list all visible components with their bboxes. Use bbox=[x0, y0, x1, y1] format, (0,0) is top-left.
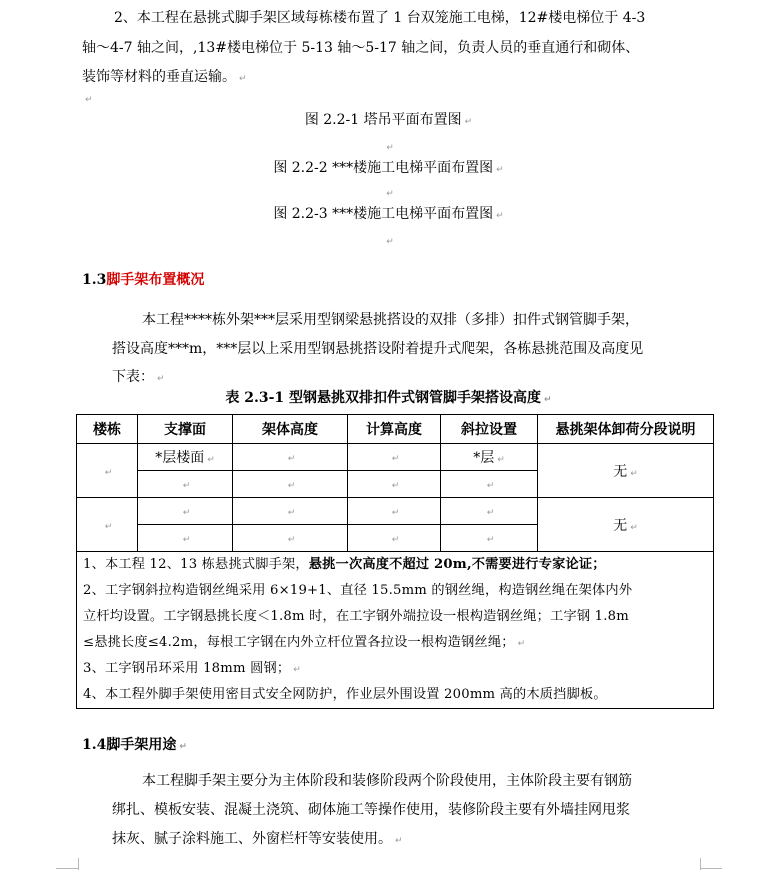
section-1-3-line-1: 本工程****栋外架***层采用型钢梁悬挑搭设的双排（多排）扣件式钢管脚手架， bbox=[142, 312, 639, 328]
cell-mark-icon: ↵ bbox=[391, 508, 400, 518]
paragraph-mark-icon: ↵ bbox=[85, 95, 93, 105]
scaffold-height-table bbox=[76, 414, 714, 709]
figure-caption-3: 图 2.2-3 ***楼施工电梯平面布置图 ↵ bbox=[273, 206, 504, 222]
figure-caption-1: 图 2.2-1 塔吊平面布置图 ↵ bbox=[304, 112, 473, 128]
paragraph-mark-icon: ↵ bbox=[386, 189, 394, 199]
tie-cell bbox=[441, 498, 538, 525]
empty-paragraph bbox=[82, 88, 93, 110]
section-title: 脚手架布置概况 bbox=[106, 272, 205, 288]
intro-text: 装饰等材料的垂直运输。 bbox=[82, 69, 236, 85]
paragraph-mark-icon: ↵ bbox=[386, 237, 394, 247]
cell-mark-icon: ↵ bbox=[391, 535, 400, 545]
frame-height-cell bbox=[233, 471, 348, 498]
section-1-4-line-3: 抹灰、腻子涂料施工、外窗栏杆等安装使用。 ↵ bbox=[112, 831, 403, 847]
note-cell: 无 ↵ bbox=[538, 444, 714, 498]
tie-cell bbox=[441, 525, 538, 552]
paragraph-mark-icon: ↵ bbox=[157, 374, 165, 384]
cell-mark-icon: ↵ bbox=[104, 521, 113, 532]
cell-mark-icon: ↵ bbox=[182, 481, 191, 491]
cell-mark-icon: ↵ bbox=[182, 508, 191, 518]
crop-mark-icon bbox=[56, 868, 78, 869]
paragraph-mark-icon: ↵ bbox=[293, 665, 301, 675]
calc-height-cell bbox=[348, 471, 441, 498]
intro-line-1 bbox=[114, 8, 645, 28]
note-cell: 无 ↵ bbox=[538, 498, 714, 552]
table-row bbox=[77, 498, 714, 525]
cell-mark-icon: ↵ bbox=[391, 481, 400, 491]
header-unloading-note: 悬挑架体卸荷分段说明 bbox=[538, 415, 714, 444]
crop-mark-icon bbox=[700, 868, 722, 869]
table-notes bbox=[77, 552, 714, 709]
table-row bbox=[77, 444, 714, 471]
note-bold-text: 悬挑一次高度不超过 20m,不需要进行专家论证； bbox=[308, 557, 606, 572]
cell-mark-icon: ↵ bbox=[104, 467, 113, 478]
calc-height-cell bbox=[348, 444, 441, 471]
support-cell bbox=[138, 525, 233, 552]
note-line: ≤悬挑长度≤4.2m，每根工字钢在内外立杆位置各拉设一根构造钢丝绳； ↵ bbox=[83, 635, 526, 650]
note-line: 立杆均设置。工字钢悬挑长度＜1.8m 时，在工字钢外端拉设一根构造钢丝绳；工字钢 1.8m bbox=[83, 609, 629, 624]
frame-height-cell bbox=[233, 525, 348, 552]
tie-cell bbox=[441, 471, 538, 498]
note-line: 2、工字钢斜拉构造钢丝绳采用 6×19+1、直径 15.5mm 的钢丝绳，构造钢丝绳在架体内外 bbox=[83, 583, 633, 598]
table-caption: 表 2.3-1 型钢悬挑双排扣件式钢管脚手架搭设高度 ↵ bbox=[225, 390, 552, 406]
cell-mark-icon: ↵ bbox=[287, 481, 296, 491]
paragraph-mark-icon: ↵ bbox=[239, 74, 247, 84]
empty-paragraph bbox=[0, 182, 777, 204]
support-cell bbox=[138, 498, 233, 525]
cell-mark-icon: ↵ bbox=[486, 508, 495, 518]
note-line: 3、工字钢吊环采用 18mm 圆钢； ↵ bbox=[83, 661, 301, 676]
empty-paragraph bbox=[0, 136, 777, 158]
intro-text: 轴～4-7 轴之间，,13#楼电梯位于 5-13 轴～5-17 轴之间，负责人员的垂直通行和砌体、 bbox=[82, 40, 640, 56]
header-building: 楼栋 bbox=[77, 415, 138, 444]
section-1-4-line-2: 绑扎、模板安装、混凝土浇筑、砌体施工等操作使用，装修阶段主要有外墙挂网甩浆 bbox=[112, 802, 630, 818]
cell-mark-icon: ↵ bbox=[287, 508, 296, 518]
section-heading-1-3 bbox=[82, 270, 204, 290]
intro-text: 2、本工程在悬挑式脚手架区域每栋楼布置了 1 台双笼施工电梯，12#楼电梯位于 4-3 bbox=[114, 10, 646, 26]
building-cell bbox=[77, 498, 138, 552]
empty-paragraph bbox=[0, 230, 777, 252]
section-1-4-line-1: 本工程脚手架主要分为主体阶段和装修阶段两个阶段使用，主体阶段主要有钢筋 bbox=[142, 773, 632, 789]
paragraph-mark-icon: ↵ bbox=[496, 211, 504, 221]
support-cell bbox=[138, 471, 233, 498]
cell-mark-icon: ↵ bbox=[391, 454, 400, 464]
header-tie-setting: 斜拉设置 bbox=[441, 415, 538, 444]
frame-height-cell bbox=[233, 498, 348, 525]
section-title: 脚手架用途 bbox=[106, 737, 177, 753]
section-1-3-line-3: 下表： ↵ bbox=[112, 369, 165, 385]
cell-mark-icon: ↵ bbox=[207, 455, 215, 465]
section-heading-1-4 bbox=[82, 735, 187, 757]
note-line: 4、本工程外脚手架使用密目式安全网防护，作业层外围设置 200mm 高的木质挡脚板。 bbox=[83, 687, 607, 702]
tie-cell: *层 ↵ bbox=[441, 444, 538, 471]
paragraph-mark-icon: ↵ bbox=[179, 742, 187, 752]
cell-mark-icon: ↵ bbox=[497, 455, 505, 465]
cell-mark-icon: ↵ bbox=[486, 535, 495, 545]
support-cell: *层楼面 ↵ bbox=[138, 444, 233, 471]
cell-mark-icon: ↵ bbox=[182, 535, 191, 545]
cell-mark-icon: ↵ bbox=[287, 535, 296, 545]
intro-line-2 bbox=[82, 38, 639, 58]
calc-height-cell bbox=[348, 525, 441, 552]
cell-mark-icon: ↵ bbox=[486, 481, 495, 491]
paragraph-mark-icon: ↵ bbox=[517, 639, 526, 649]
calc-height-cell bbox=[348, 498, 441, 525]
intro-line-3 bbox=[82, 67, 247, 89]
cell-mark-icon: ↵ bbox=[287, 454, 296, 464]
paragraph-mark-icon: ↵ bbox=[544, 395, 552, 405]
paragraph-mark-icon: ↵ bbox=[386, 143, 394, 153]
table-header-row bbox=[77, 415, 714, 444]
section-number: 1.3 bbox=[82, 272, 107, 288]
paragraph-mark-icon: ↵ bbox=[395, 836, 403, 846]
note-line: 1、本工程 12、13 栋悬挑式脚手架，悬挑一次高度不超过 20m,不需要进行专家论证； bbox=[83, 557, 606, 572]
paragraph-mark-icon: ↵ bbox=[496, 165, 504, 175]
paragraph-mark-icon: ↵ bbox=[464, 117, 473, 127]
section-number: 1.4 bbox=[82, 737, 107, 753]
header-calc-height: 计算高度 bbox=[348, 415, 441, 444]
building-cell bbox=[77, 444, 138, 498]
figure-caption-2: 图 2.2-2 ***楼施工电梯平面布置图 ↵ bbox=[273, 160, 504, 176]
frame-height-cell bbox=[233, 444, 348, 471]
table-notes-row bbox=[77, 552, 714, 709]
header-frame-height: 架体高度 bbox=[233, 415, 348, 444]
cell-mark-icon: ↵ bbox=[630, 468, 638, 479]
section-1-3-line-2: 搭设高度***m，***层以上采用型钢悬挑搭设附着提升式爬架，各栋悬挑范围及高度见 bbox=[112, 341, 644, 357]
header-support-surface: 支撑面 bbox=[138, 415, 233, 444]
cell-mark-icon: ↵ bbox=[630, 522, 638, 533]
